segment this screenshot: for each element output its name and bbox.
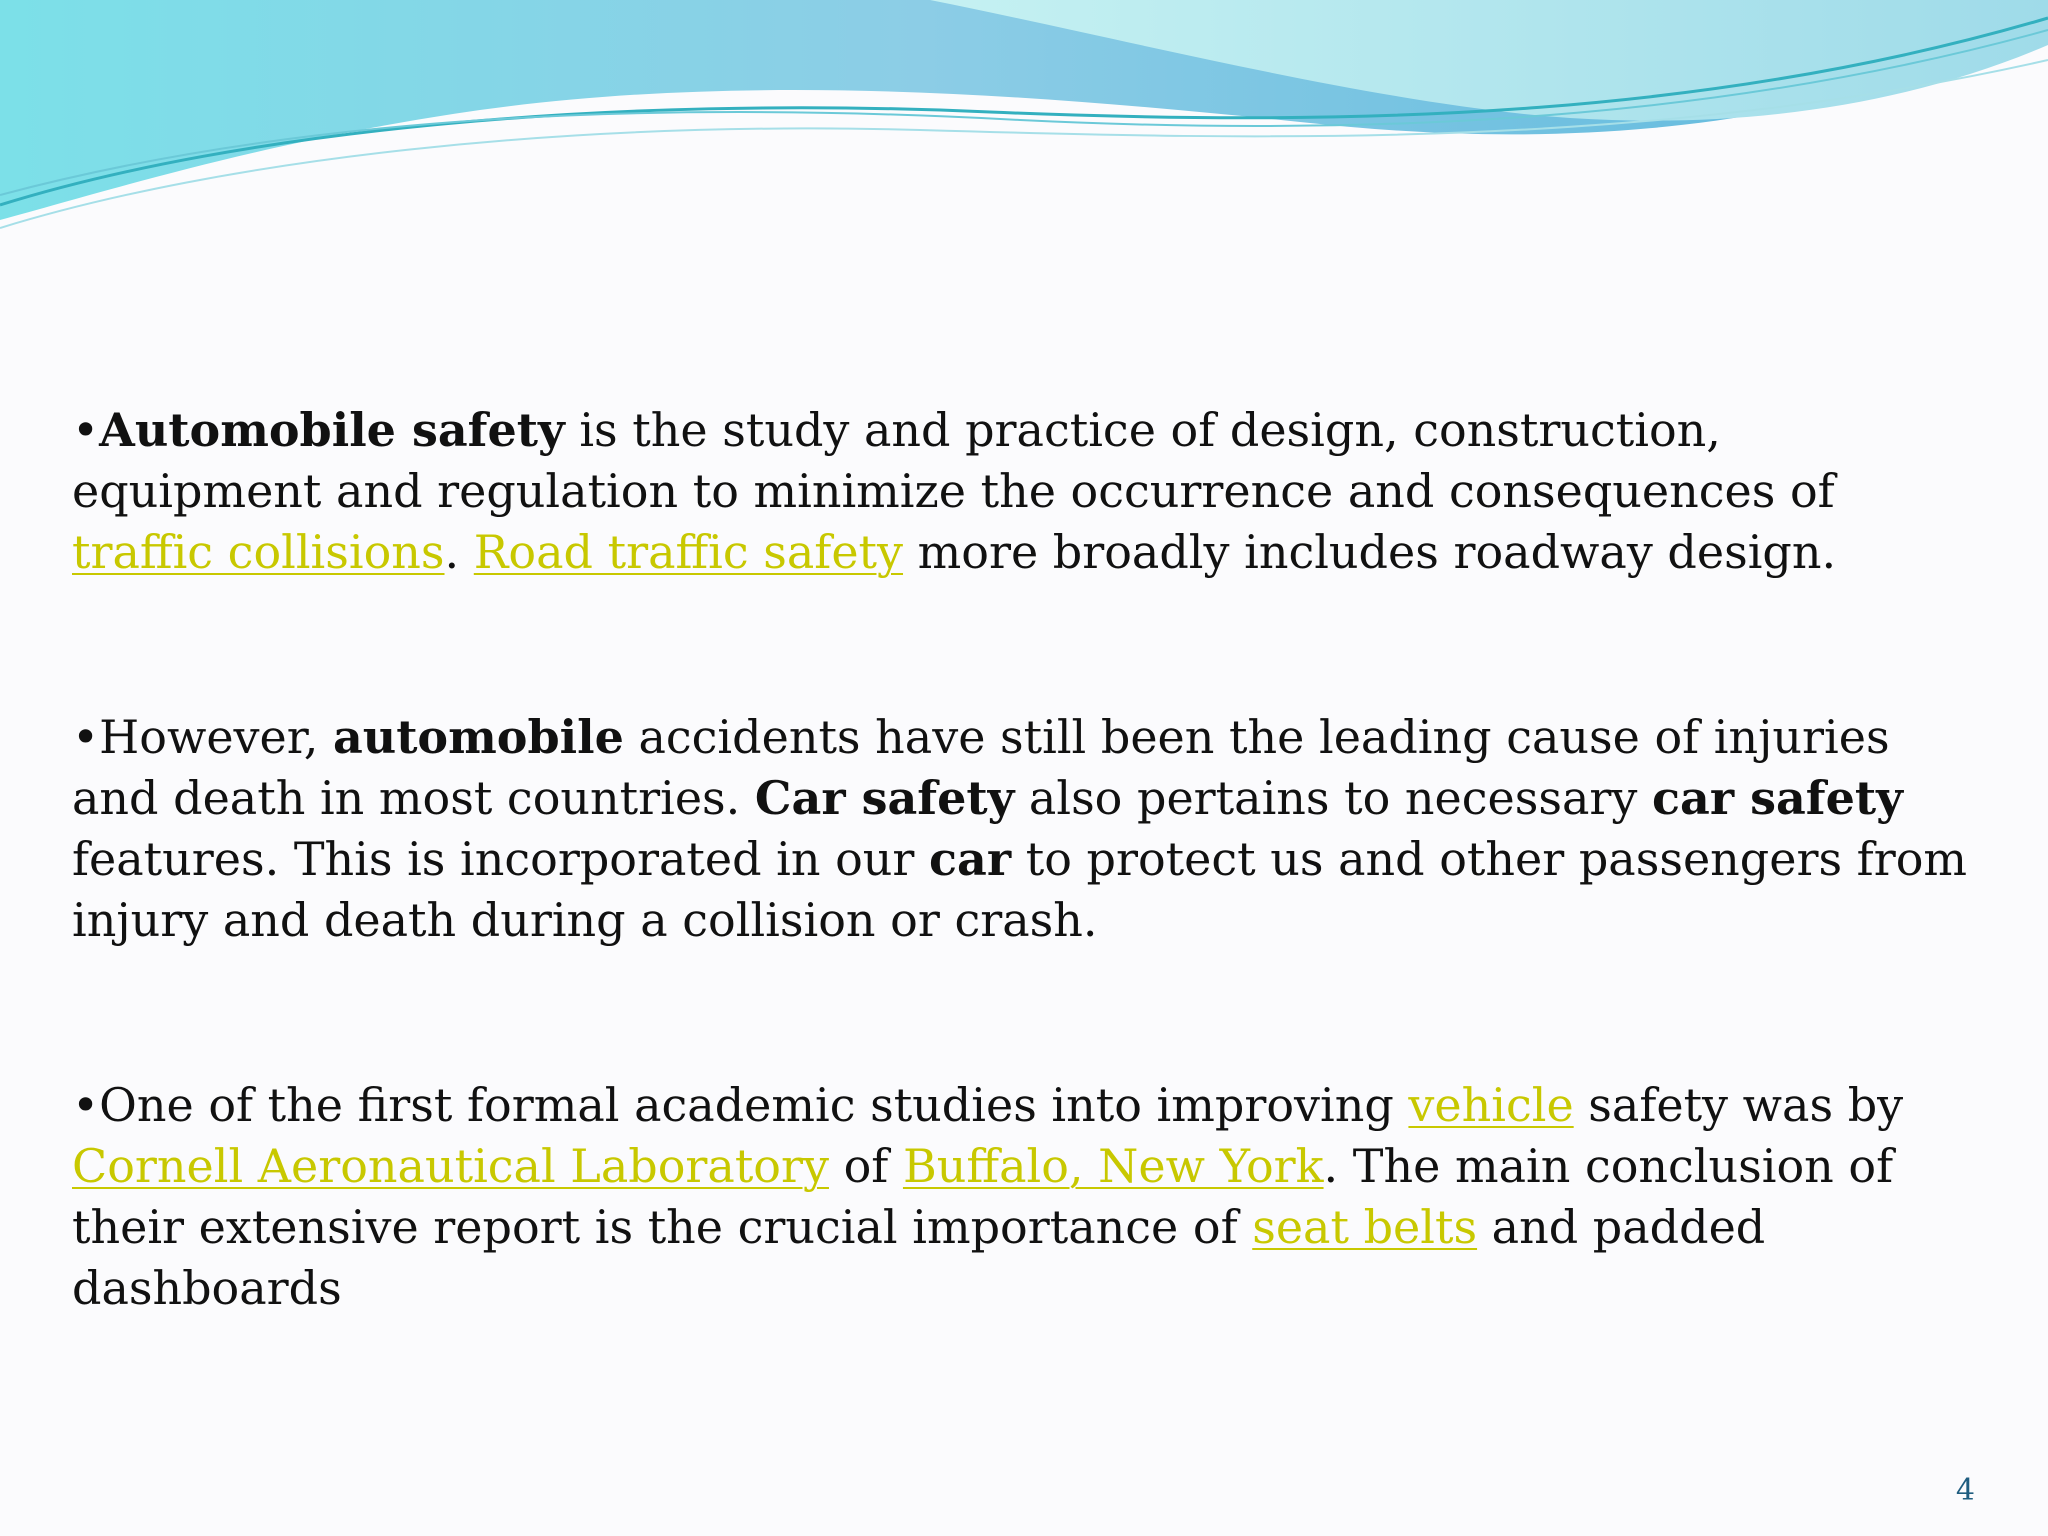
bold-term-automobile: automobile	[332, 710, 624, 764]
bullet-paragraph-3	[72, 1075, 1972, 1319]
text-span: safety was by	[1573, 1078, 1904, 1132]
bullet: •	[72, 710, 100, 764]
bold-term-car: car	[929, 832, 1012, 886]
link-cornell-aeronautical-laboratory[interactable]: Cornell Aeronautical Laboratory	[72, 1139, 829, 1193]
bullet-paragraph-1	[72, 400, 1972, 583]
bold-term-car-safety-2: car safety	[1652, 771, 1903, 825]
text-span: . The main conclusion of their extensive report is the crucial importance of	[72, 1139, 1894, 1254]
text-span: One of the first formal academic studies into improving	[99, 1078, 1409, 1132]
bullet: •	[72, 403, 100, 457]
decorative-wave-header	[0, 0, 2048, 240]
text-span: also pertains to necessary	[1014, 771, 1653, 825]
text-span: .	[444, 525, 474, 579]
link-buffalo-new-york[interactable]: Buffalo, New York	[902, 1139, 1324, 1193]
bullet-paragraph-2	[72, 707, 1972, 951]
link-traffic-collisions[interactable]: traffic collisions	[72, 525, 445, 579]
bold-term-automobile-safety: Automobile safety	[99, 403, 565, 457]
text-span: of	[828, 1139, 903, 1193]
text-span: more broadly includes roadway design.	[903, 525, 1837, 579]
link-seat-belts[interactable]: seat belts	[1252, 1200, 1478, 1254]
page-number: 4	[1955, 1473, 1975, 1508]
text-span: features. This is incorporated in our	[72, 832, 930, 886]
text-span: accidents have still been the leading cause of injuries and death in most countries.	[72, 710, 1890, 825]
text-span: to protect us and other passengers from injury and death during a collision or crash.	[72, 832, 1968, 947]
link-vehicle[interactable]: vehicle	[1408, 1078, 1574, 1132]
text-span: However,	[99, 710, 333, 764]
text-span: is the study and practice of design, construction, equipment and regulation to minimize the occurrence and consequences of	[72, 403, 1835, 518]
bold-term-car-safety: Car safety	[754, 771, 1015, 825]
bullet: •	[72, 1078, 100, 1132]
slide-body	[72, 400, 1972, 1319]
link-road-traffic-safety[interactable]: Road traffic safety	[473, 525, 904, 579]
text-span: and padded dashboards	[72, 1200, 1766, 1315]
